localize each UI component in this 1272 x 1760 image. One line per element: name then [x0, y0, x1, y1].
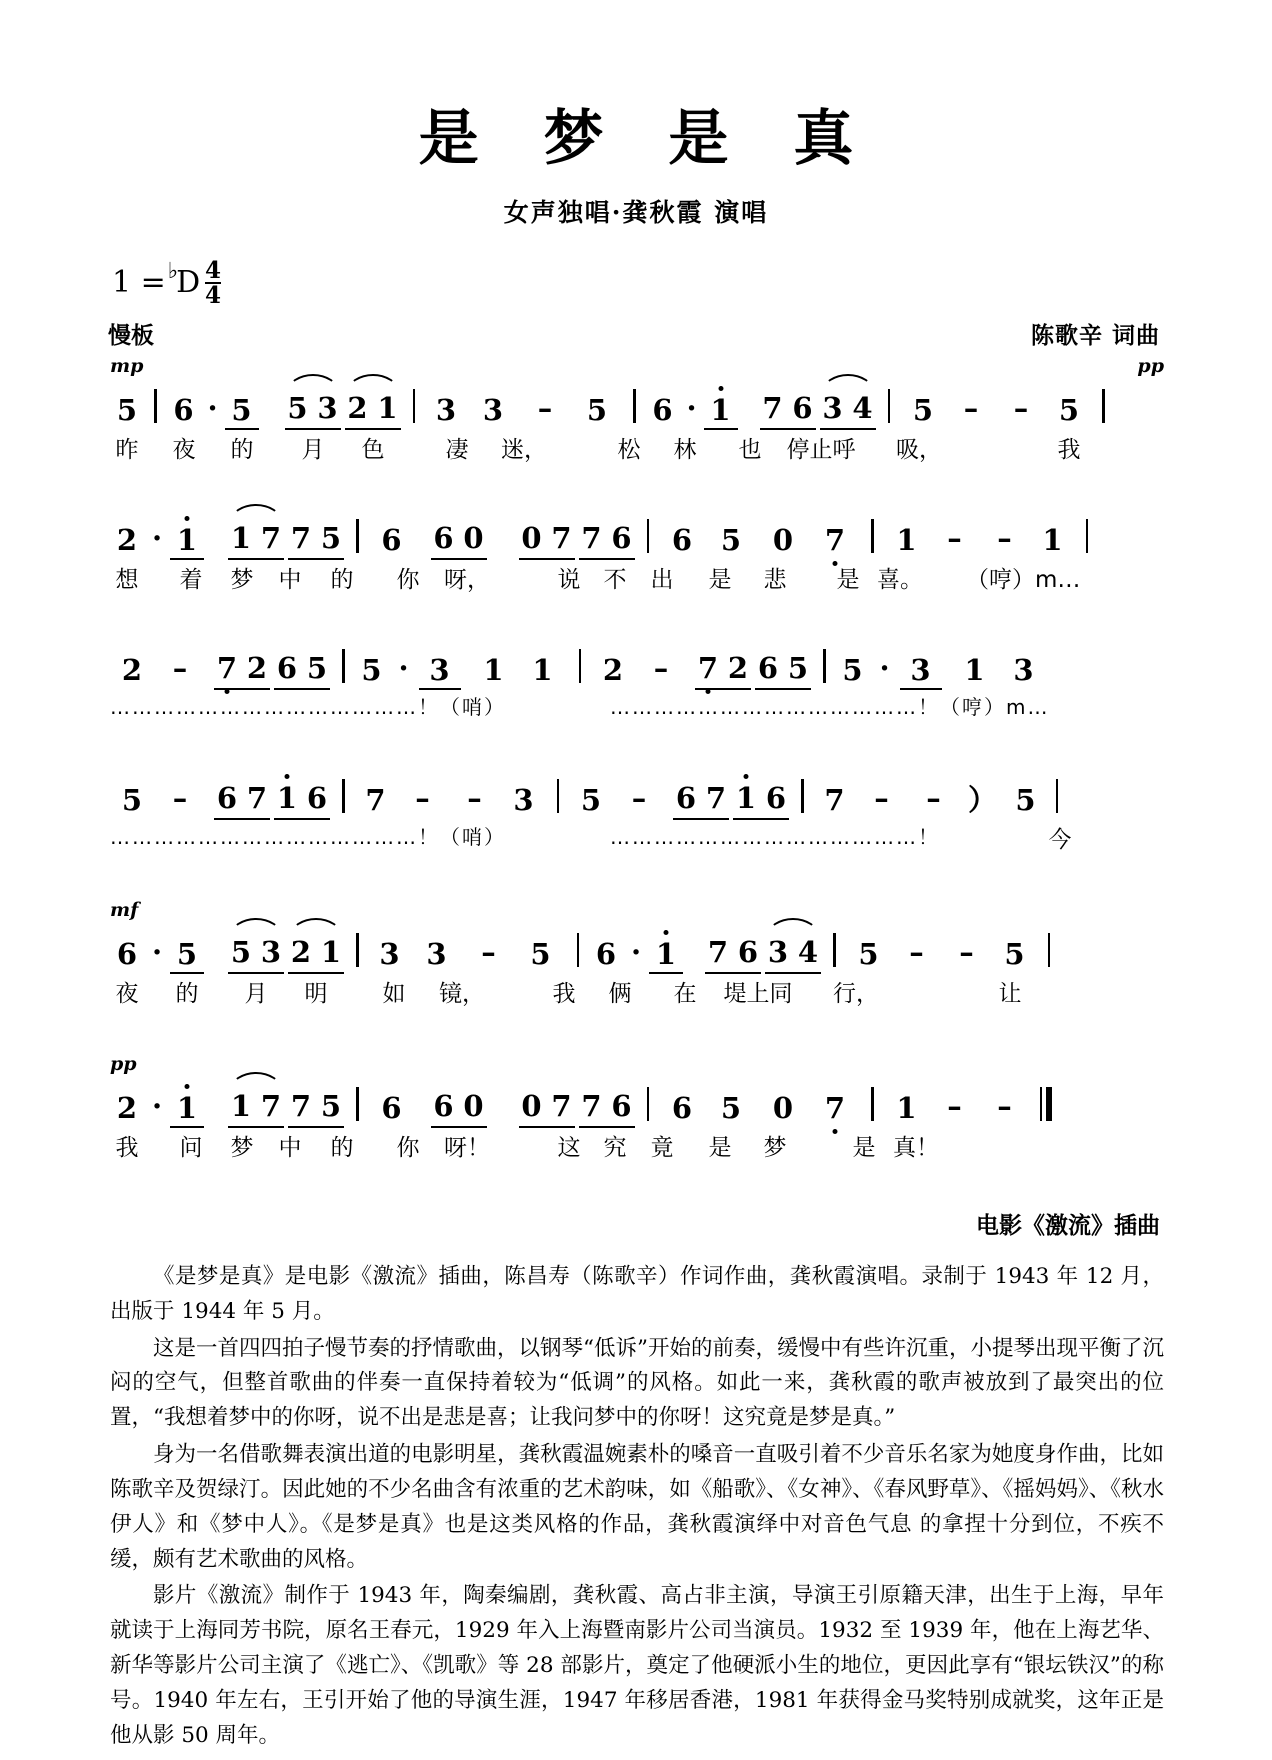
note: 5 [361, 653, 382, 687]
note: 1 [896, 1091, 917, 1125]
paren-close: ） [967, 783, 997, 817]
lyric-syllable: 你 [396, 567, 420, 593]
barline [356, 519, 359, 553]
note: 2 [121, 653, 143, 687]
augmentation-dot: · [879, 651, 890, 685]
barline [647, 1087, 650, 1121]
note-extender: – [481, 935, 496, 969]
barline [647, 519, 650, 553]
note: 5 [1058, 393, 1080, 427]
note-extender: – [874, 781, 889, 815]
lyric-syllable: 如 [382, 981, 406, 1007]
note: 3 [317, 391, 338, 425]
note: 7 [246, 781, 268, 815]
lyric-syllable: 的 [330, 567, 354, 593]
note: 1 [483, 653, 504, 687]
note: 3 [767, 935, 789, 969]
note: 1 [377, 391, 398, 425]
lyric-syllable: 的 [175, 981, 199, 1007]
barline [871, 519, 874, 553]
lyric-syllable: 迷， [501, 437, 547, 463]
note: 0 [772, 1091, 794, 1125]
lyric-row-1 [110, 431, 1164, 471]
music-system-6 [110, 1053, 1164, 1169]
barline [1086, 519, 1089, 553]
note: 3 [260, 935, 282, 969]
lyric-syllable: 停止呼 [786, 437, 856, 463]
lyric-syllable: 俩 [608, 981, 632, 1007]
beamed-group [693, 651, 753, 685]
barline [342, 779, 345, 813]
barline [413, 389, 416, 423]
note-high-octave: 1 [170, 1093, 204, 1123]
note: 2 [246, 651, 268, 685]
lyric-syllable: 呀！ [444, 1135, 490, 1161]
lyric-row-5 [110, 975, 1164, 1015]
lyric-syllable: 喜。 [877, 567, 923, 593]
note: 3 [426, 937, 447, 971]
beamed-group [703, 935, 763, 969]
note: 3 [419, 655, 461, 685]
note: 5 [320, 521, 342, 555]
note-row-4 [110, 769, 1164, 815]
note-high-octave: 1 [272, 783, 302, 813]
lyric-syllable: 是 [836, 567, 860, 593]
note: 7 [581, 1089, 602, 1123]
music-system-2 [110, 509, 1164, 601]
lyric-syllable: 竟 [650, 1135, 674, 1161]
beamed-group [286, 935, 346, 969]
barline [154, 389, 157, 423]
note: 1 [964, 653, 985, 687]
beamed-group [286, 1089, 346, 1123]
note-high-octave: 1 [649, 939, 683, 969]
dynamic-pp-2: pp [110, 1053, 137, 1075]
note: 5 [720, 1091, 742, 1125]
note: 2 [347, 391, 368, 425]
note: 0 [521, 521, 542, 555]
note-extender: – [172, 781, 188, 815]
note: 6 [433, 1089, 454, 1123]
barline [342, 649, 345, 683]
lyric-syllable: 问 [179, 1135, 203, 1161]
lyric-syllable: 月 [244, 981, 268, 1007]
prose-notes [110, 1260, 1164, 1754]
note: 2 [116, 1091, 138, 1125]
note: 6 [671, 523, 693, 557]
lyric-syllable: 着 [179, 567, 203, 593]
note: 2 [116, 523, 138, 557]
note-extender: – [947, 521, 962, 555]
lyric-syllable: 不 [603, 567, 627, 593]
barline [801, 779, 804, 813]
lyric-syllable: 我 [552, 981, 576, 1007]
augmentation-dot: · [207, 391, 218, 425]
lyric-row-6 [110, 1129, 1164, 1169]
note-extender: – [415, 781, 430, 815]
lyric-syllable: 林 [673, 437, 697, 463]
note: 7 [824, 783, 845, 817]
augmentation-dot: · [151, 521, 163, 555]
lyric-syllable: 吸， [896, 437, 942, 463]
note: 0 [772, 523, 794, 557]
music-system-1 [110, 355, 1164, 471]
beamed-group [283, 391, 343, 425]
lyric-syllable: 的 [230, 437, 254, 463]
note: 3 [900, 655, 942, 685]
lyric-syllable: 真！ [893, 1135, 939, 1161]
note-extender: – [909, 935, 924, 969]
beamed-group [671, 781, 731, 815]
note: 6 [173, 393, 194, 427]
note: 5 [230, 935, 252, 969]
augmentation-dot: · [398, 651, 409, 685]
dynamic-mp: mp [110, 355, 144, 377]
beamed-group [429, 521, 489, 555]
note-high-octave: 1 [731, 783, 761, 813]
lyric-syllable: 松 [617, 437, 641, 463]
barline [833, 933, 836, 967]
time-signature-numerator: 4 [205, 257, 222, 284]
lyric-syllable: 悲 [763, 567, 787, 593]
barline [577, 933, 580, 967]
note: 3 [435, 393, 457, 427]
humming-dots-left: ……………………………………！（哨） [110, 695, 506, 719]
note: 5 [287, 391, 308, 425]
note: 1 [230, 521, 252, 555]
augmentation-dot: · [151, 1089, 163, 1123]
note-extender: – [963, 391, 979, 425]
note-extender: – [172, 651, 188, 685]
dynamic-pp: pp [1137, 355, 1164, 377]
note: 5 [720, 523, 742, 557]
page-title: 是 梦 是 真 [418, 104, 876, 174]
note: 3 [482, 393, 504, 427]
note: 5 [912, 393, 934, 427]
lyric-syllable: 是 [708, 1135, 732, 1161]
barline [1102, 389, 1105, 423]
lyric-row-2 [110, 561, 1164, 601]
note: 4 [852, 391, 873, 425]
lyric-syllable: 夜 [115, 981, 139, 1007]
note-extender: – [959, 935, 974, 969]
music-system-4 [110, 769, 1164, 861]
note: 0 [463, 1089, 484, 1123]
note: 5 [586, 393, 608, 427]
barline [356, 933, 359, 967]
dynamic-row-6 [110, 1053, 1164, 1075]
prose-paragraph: 身为一名借歌舞表演出道的电影明星，龚秋霞温婉素朴的嗓音一直吸引着不少音乐名家为她度身作曲，比如陈歌辛及贺绿汀。因此她的不少名曲含有浓重的艺术韵味，如《船歌》、《女神》、《春风野草》、《摇妈妈》、《秋水伊人》和《梦中人》。《是梦是真》也是这类风格的作品，龚秋霞演绎中对音色气息 的拿捏十分到位，不疾不缓，颇有艺术歌曲的风格。 [110, 1442, 1164, 1572]
note: 7 [707, 935, 729, 969]
humming-dots-right: ……………………………………！ [610, 825, 940, 849]
music-system-3 [110, 639, 1164, 731]
beamed-group [272, 781, 332, 815]
beamed-group [517, 1089, 577, 1123]
note: 3 [379, 937, 400, 971]
note: 7 [290, 521, 312, 555]
augmentation-dot: · [686, 391, 697, 425]
humming-dots-left: ……………………………………！（哨） [110, 825, 506, 849]
note-extender: – [997, 1089, 1012, 1123]
page-subtitle: 女声独唱·龚秋霞 演唱 [503, 198, 769, 227]
lyric-syllable: 梦 [763, 1135, 787, 1161]
lyric-syllable: 我 [1057, 437, 1081, 463]
note: 6 [611, 521, 632, 555]
note: 7 [551, 1089, 572, 1123]
note: 1 [532, 653, 553, 687]
note: 2 [727, 651, 749, 685]
time-signature-denominator: 4 [205, 282, 222, 309]
note: 6 [757, 651, 779, 685]
note: 6 [675, 781, 697, 815]
note-extender: – [947, 1089, 962, 1123]
final-barline [1040, 1087, 1052, 1121]
beamed-group [212, 651, 272, 685]
note-low-octave: 7 [809, 1093, 861, 1123]
note-row-2 [110, 509, 1164, 555]
lyric-syllable: 明 [304, 981, 328, 1007]
note-extender: – [537, 391, 553, 425]
note: 5 [170, 939, 204, 969]
note: 6 [216, 781, 238, 815]
note: 6 [276, 651, 298, 685]
lyric-syllable: 中 [278, 1135, 302, 1161]
note: 5 [580, 783, 602, 817]
lyric-syllable: 想 [115, 567, 139, 593]
lyric-syllable: 是 [852, 1135, 876, 1161]
note-extender: – [653, 651, 669, 685]
beamed-group [758, 391, 818, 425]
prose-paragraph: 《是梦是真》是电影《激流》插曲，陈昌寿（陈歌辛）作词作曲，龚秋霞演唱。录制于 1943 年 12 月，出版于 1944 年 5 月。 [110, 1264, 1164, 1324]
lyric-syllable-humming: （哼）m… [966, 567, 1081, 593]
beamed-group [818, 391, 878, 425]
barline [1048, 933, 1051, 967]
note: 1 [1042, 523, 1063, 557]
note: 2 [290, 935, 312, 969]
note: 5 [320, 1089, 342, 1123]
note-extender: – [1013, 391, 1029, 425]
note: 3 [1013, 653, 1034, 687]
note-row-1 [110, 379, 1164, 425]
lyric-syllable: 梦 [230, 1135, 254, 1161]
lyric-syllable: 的 [330, 1135, 354, 1161]
note: 7 [260, 521, 282, 555]
note: 6 [737, 935, 759, 969]
note: 7 [551, 521, 572, 555]
note: 1 [320, 935, 342, 969]
lyric-syllable: 说 [557, 567, 581, 593]
humming-dots-right: ……………………………………！（哼）m… [610, 695, 1050, 719]
film-credit: 电影《激流》插曲 [976, 1213, 1160, 1239]
note-row-5 [110, 923, 1164, 969]
barline [356, 1087, 359, 1121]
note: 6 [765, 781, 787, 815]
note: 5 [530, 937, 551, 971]
beamed-group [731, 781, 791, 815]
lyric-syllable: 月 [301, 437, 325, 463]
note: 6 [116, 937, 138, 971]
lyric-syllable: 中 [278, 567, 302, 593]
lyric-syllable: 让 [998, 981, 1022, 1007]
note: 7 [290, 1089, 312, 1123]
dynamic-row-5 [110, 899, 1164, 921]
beamed-group [226, 1089, 286, 1123]
note-extender: – [467, 781, 482, 815]
note-row-6 [110, 1077, 1164, 1123]
note: 4 [797, 935, 819, 969]
augmentation-dot: · [630, 935, 642, 969]
beamed-group [517, 521, 577, 555]
lyric-syllable: 在 [673, 981, 697, 1007]
note: 6 [671, 1091, 693, 1125]
barline [633, 389, 636, 423]
music-system-5 [110, 899, 1164, 1015]
lyric-syllable: 凄 [445, 437, 469, 463]
note: 5 [842, 653, 863, 687]
score-systems [110, 355, 1164, 1169]
slur [230, 504, 282, 522]
note-low-octave: 7 [212, 653, 242, 683]
note: 6 [433, 521, 454, 555]
note: 7 [365, 783, 386, 817]
beamed-group [226, 935, 286, 969]
lyric-syllable: 堤上同 [723, 981, 793, 1007]
barline [823, 649, 826, 683]
lyric-syllable: 夜 [172, 437, 196, 463]
dynamic-mf: mf [110, 899, 139, 921]
lyric-row-3 [110, 691, 1164, 731]
beamed-group [226, 521, 286, 555]
time-signature [205, 259, 221, 307]
barline [579, 649, 582, 683]
lyric-syllable: 我 [115, 1135, 139, 1161]
beamed-group [272, 651, 332, 685]
beamed-group [577, 521, 637, 555]
augmentation-dot: · [151, 935, 163, 969]
flat-icon: ♭ [167, 259, 179, 284]
lyric-syllable: 今 [1048, 827, 1072, 853]
note: 6 [792, 391, 813, 425]
key-signature [112, 259, 201, 300]
note: 5 [225, 395, 259, 425]
note-extender: – [631, 781, 647, 815]
note-extender: – [997, 521, 1012, 555]
note-high-octave: 1 [704, 395, 738, 425]
lyric-syllable: 色 [361, 437, 385, 463]
lyric-syllable: 你 [396, 1135, 420, 1161]
note: 0 [463, 521, 484, 555]
barline [871, 1087, 874, 1121]
note: 6 [595, 937, 617, 971]
note: 5 [121, 783, 143, 817]
lyric-syllable: 这 [557, 1135, 581, 1161]
note: 7 [260, 1089, 282, 1123]
note-low-octave: 7 [693, 653, 723, 683]
lyric-syllable: 梦 [230, 567, 254, 593]
beamed-group [753, 651, 813, 685]
note-extender: – [926, 781, 941, 815]
beamed-group [763, 935, 823, 969]
lyric-syllable: 昨 [115, 437, 139, 463]
lyric-syllable: 究 [603, 1135, 627, 1161]
note: 5 [116, 393, 138, 427]
note: 6 [306, 781, 328, 815]
key-signature-note: D [176, 265, 201, 300]
note: 1 [896, 523, 917, 557]
note: 1 [230, 1089, 252, 1123]
lyric-syllable: 镜， [439, 981, 485, 1007]
note: 5 [787, 651, 809, 685]
key-signature-prefix: 1 = [112, 265, 166, 300]
prose-paragraph: 这是一首四四拍子慢节奏的抒情歌曲，以钢琴“低诉”开始的前奏，缓慢中有些许沉重，小提琴出现平衡了沉闷的空气，但整首歌曲的伴奏一直保持着较为“低调”的风格。如此一来，龚秋霞的歌声被放到了最突出的位置，“我想着梦中的你呀，说不出是悲是喜；让我问梦中的你呀！这究竟是梦是真。” [110, 1335, 1164, 1431]
lyric-syllable: 是 [708, 567, 732, 593]
barline [557, 779, 560, 813]
note: 7 [762, 391, 783, 425]
note: 5 [306, 651, 328, 685]
lyric-syllable: 行， [833, 981, 879, 1007]
lyric-syllable: 出 [650, 567, 674, 593]
note: 6 [611, 1089, 632, 1123]
note-low-octave: 7 [809, 525, 861, 555]
note: 5 [1004, 937, 1025, 971]
score-meta [0, 259, 1272, 355]
note: 3 [822, 391, 843, 425]
note: 6 [381, 1091, 402, 1125]
beamed-group [577, 1089, 637, 1123]
lyric-syllable: 呀， [444, 567, 490, 593]
lyric-syllable: 也 [738, 437, 762, 463]
note: 6 [381, 523, 402, 557]
note: 7 [581, 521, 602, 555]
beamed-group [429, 1089, 489, 1123]
tempo-marking: 慢板 [108, 323, 154, 349]
note: 7 [705, 781, 727, 815]
beamed-group [212, 781, 272, 815]
composer-credit: 陈歌辛 词曲 [1030, 323, 1160, 349]
barline [888, 389, 891, 423]
note: 0 [521, 1089, 542, 1123]
beamed-group [286, 521, 346, 555]
lyric-row-4 [110, 821, 1164, 861]
note: 3 [513, 783, 534, 817]
note: 2 [602, 653, 624, 687]
note-high-octave: 1 [170, 525, 204, 555]
note: 5 [1015, 783, 1036, 817]
note-row-3 [110, 639, 1164, 685]
barline [1056, 779, 1059, 813]
dynamic-row-1 [110, 355, 1164, 377]
beamed-group [343, 391, 403, 425]
note: 5 [858, 937, 879, 971]
note: 6 [652, 393, 673, 427]
prose-paragraph: 影片《激流》制作于 1943 年，陶秦编剧，龚秋霞、高占非主演，导演王引原籍天津，出生于上海，早年就读于上海同芳书院，原名王春元，1929 年入上海暨南影片公司当演员。1932 至 1939 年，他在上海艺华、新华等影片公司主演了《逃亡》、《凯歌》等 28 部影片，奠定了他硬派小生的地位，更因此享有“银坛铁汉”的称号。1940 年左右，王引开始了他的导演生涯，1947 年移居香港，1981 年获得金马奖特别成就奖，这年正是他从影 50 周年。 [110, 1583, 1164, 1748]
